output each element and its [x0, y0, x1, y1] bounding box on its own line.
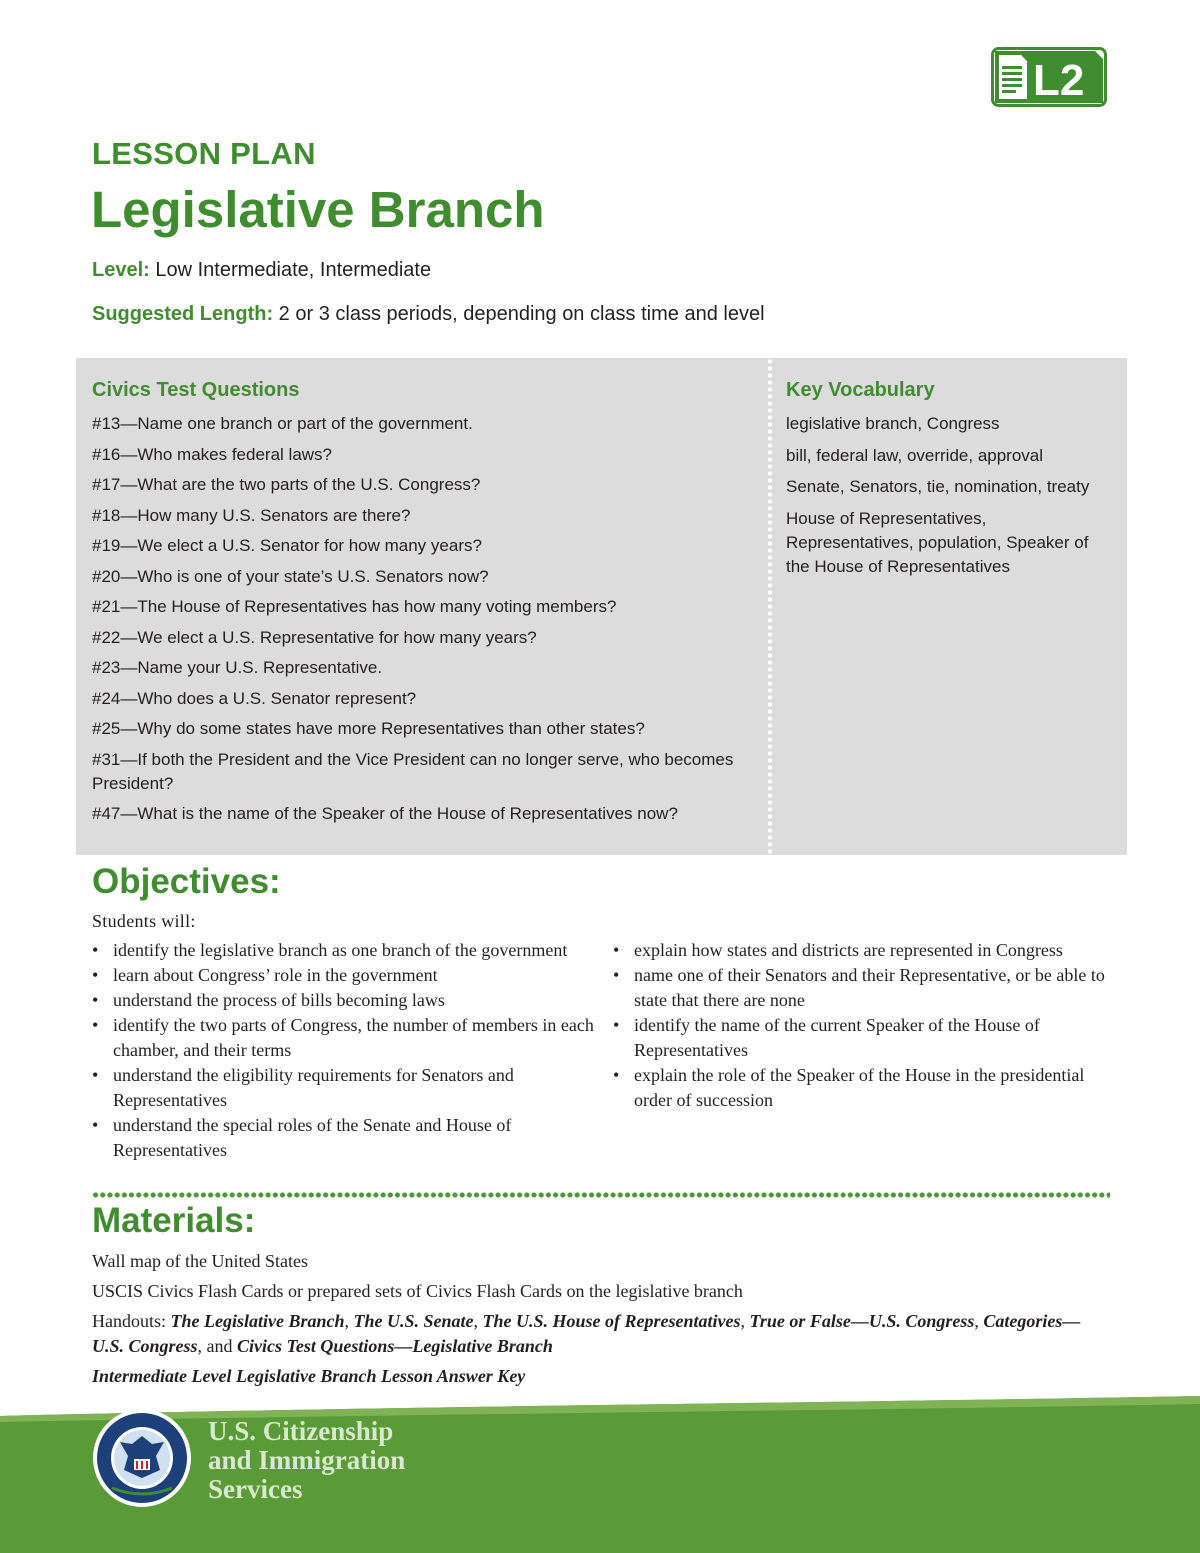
- objective-item: • explain how states and districts are represented in Congress: [613, 938, 1113, 963]
- objective-item: • understand the eligibility requirements for Senators and Representatives: [92, 1063, 597, 1113]
- level-badge: [991, 47, 1107, 107]
- separator: ,: [344, 1311, 354, 1331]
- answer-key-title: Intermediate Level Legislative Branch Lesson Answer Key: [92, 1366, 526, 1386]
- agency-line: and Immigration: [208, 1445, 406, 1475]
- vocab-group: legislative branch, Congress: [786, 414, 1000, 433]
- question-item: #25—Why do some states have more Representatives than other states?: [92, 719, 645, 738]
- question-item: #22—We elect a U.S. Representative for how many years?: [92, 627, 537, 647]
- question-item: #23—Name your U.S. Representative.: [92, 658, 383, 677]
- page-title: Legislative Branch: [91, 181, 545, 238]
- material-item: Wall map of the United States: [92, 1251, 308, 1271]
- question-item: #17—What are the two parts of the U.S. Congress?: [92, 475, 481, 494]
- separator: ,: [974, 1311, 984, 1331]
- level-label: Level:: [92, 259, 150, 281]
- length-line: [92, 303, 765, 326]
- panel-divider: [767, 358, 773, 855]
- objective-item: • identify the name of the current Speaker of the House of Representatives: [613, 1013, 1113, 1063]
- question-item: #24—Who does a U.S. Senator represent?: [92, 688, 417, 708]
- objectives-intro: Students will:: [92, 911, 196, 931]
- question-item: #20—Who is one of your state’s U.S. Senators now?: [92, 566, 489, 586]
- material-handouts: [92, 1309, 1102, 1359]
- level-value: Low Intermediate, Intermediate: [155, 259, 432, 281]
- material-answer-key: [92, 1364, 1102, 1389]
- handout-title: True or False—U.S. Congress: [749, 1311, 975, 1331]
- materials-heading: Materials:: [92, 1201, 256, 1240]
- level-line: [92, 259, 431, 282]
- question-item: #21—The House of Representatives has how many voting members?: [92, 597, 617, 616]
- question-item: #47—What is the name of the Speaker of the House of Representatives now?: [92, 804, 678, 823]
- separator: , and: [197, 1336, 238, 1356]
- separator: ,: [740, 1311, 750, 1331]
- objectives-list-right: [613, 938, 1113, 1113]
- objective-item: • identify the two parts of Congress, the number of members in each chamber, and their terms: [92, 1013, 597, 1063]
- dhs-seal-logo: [92, 1408, 192, 1508]
- objective-item: • learn about Congress’ role in the government: [92, 963, 597, 988]
- question-item: #31—If both the President and the Vice President can no longer serve, who becomes President?: [92, 749, 734, 793]
- civics-questions-list: [92, 412, 757, 833]
- objective-item: • name one of their Senators and their Representative, or be able to state that there are none: [613, 963, 1113, 1013]
- agency-line: Services: [208, 1474, 303, 1504]
- question-item: #13—Name one branch or part of the government.: [92, 414, 473, 433]
- handout-title: Categories—U.S. Congress: [92, 1311, 1081, 1356]
- objective-item: • understand the special roles of the Senate and House of Representatives: [92, 1113, 597, 1163]
- vocab-group: Senate, Senators, tie, nomination, treaty: [786, 477, 1090, 496]
- handout-title: The U.S. House of Representatives: [482, 1311, 741, 1331]
- handout-title: Civics Test Questions—Legislative Branch: [237, 1336, 553, 1356]
- objective-item: • explain the role of the Speaker of the House in the presidential order of succession: [613, 1063, 1113, 1113]
- handout-title: The Legislative Branch: [170, 1311, 345, 1331]
- objectives-heading: Objectives:: [92, 862, 281, 901]
- question-item: #16—Who makes federal laws?: [92, 444, 333, 464]
- dotted-separator: [92, 1192, 1110, 1198]
- document-icon: [999, 55, 1027, 99]
- length-label: Suggested Length:: [92, 303, 274, 325]
- uscis-agency-name: [208, 1417, 405, 1504]
- vocab-group: House of Representatives, Representatives, population, Speaker of the House of Representatives: [786, 508, 1089, 576]
- key-vocabulary-list: [786, 412, 1106, 586]
- level-badge-text: L2: [1033, 56, 1085, 105]
- agency-line: U.S. Citizenship: [208, 1416, 394, 1446]
- objective-item: • understand the process of bills becoming laws: [92, 988, 597, 1013]
- civics-questions-heading: Civics Test Questions: [92, 379, 300, 401]
- question-item: #18—How many U.S. Senators are there?: [92, 505, 411, 525]
- handout-title: The U.S. Senate: [353, 1311, 474, 1331]
- vocab-group: bill, federal law, override, approval: [786, 445, 1044, 465]
- objectives-list-left: [92, 938, 597, 1163]
- question-item: #19—We elect a U.S. Senator for how many years?: [92, 536, 482, 555]
- lesson-plan-label: LESSON PLAN: [92, 136, 316, 171]
- key-vocabulary-heading: Key Vocabulary: [786, 379, 935, 401]
- separator: ,: [473, 1311, 483, 1331]
- material-item: USCIS Civics Flash Cards or prepared sets of Civics Flash Cards on the legislative branch: [92, 1281, 743, 1301]
- objective-item: • identify the legislative branch as one branch of the government: [92, 938, 597, 963]
- length-value: 2 or 3 class periods, depending on class time and level: [278, 303, 765, 325]
- materials-list: [92, 1249, 1102, 1394]
- handouts-prefix: Handouts:: [92, 1311, 171, 1331]
